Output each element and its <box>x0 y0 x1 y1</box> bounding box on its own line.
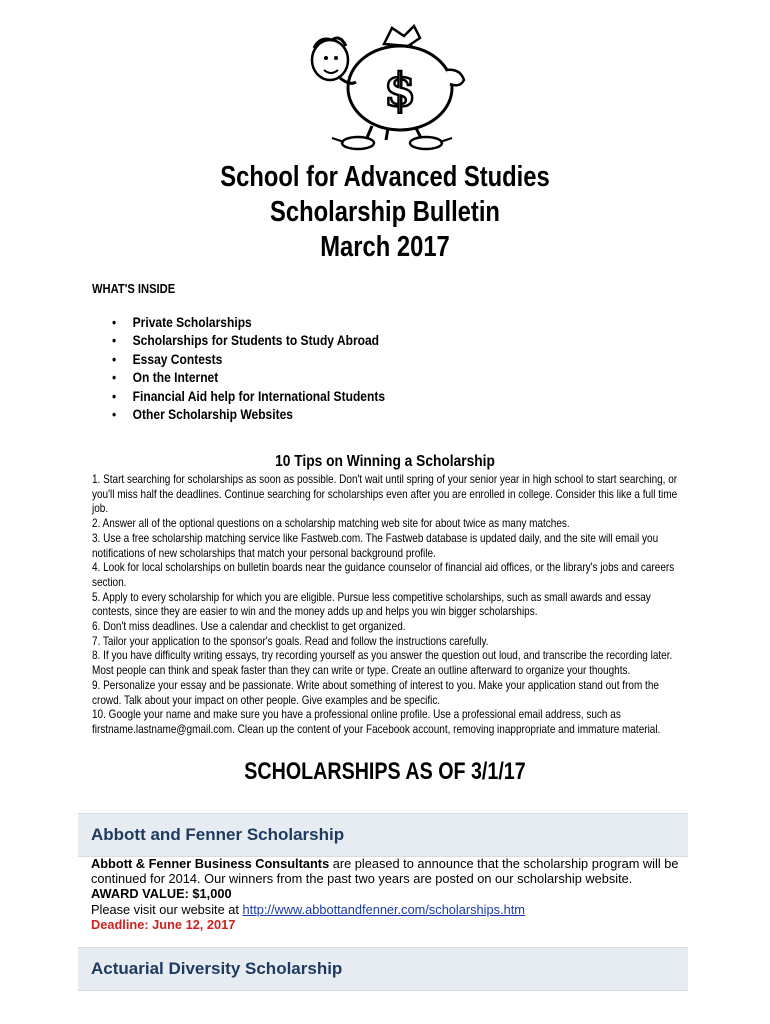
tips-list <box>92 473 682 738</box>
whats-inside-list <box>112 313 430 423</box>
bullet-icon: • <box>112 387 117 404</box>
tip-item: 3. Use a free scholarship matching service like Fastweb.com. The Fastweb database is updated daily, and the site will email you notifications of new scholarships that match your personal background profile. <box>92 531 659 560</box>
tip-item: 9. Personalize your essay and be passionate. Write about something of interest to you. Make your application stand out from the crowd. Talk about your impact on other people. Give examples and be specific. <box>92 678 659 707</box>
scholarship-entry <box>91 856 691 932</box>
title-line-1: School for Advanced Studies <box>220 161 550 193</box>
svg-text:$: $ <box>383 63 417 117</box>
sponsor-name: Abbott & Fenner Business Consultants <box>91 856 330 871</box>
scholarships-heading: SCHOLARSHIPS AS OF 3/1/17 <box>244 758 526 785</box>
award-value: AWARD VALUE: $1,000 <box>91 886 232 902</box>
whats-inside-heading: WHAT'S INSIDE <box>92 281 176 296</box>
tip-item: 8. If you have difficulty writing essays, try recording yourself as you answer the question out loud, and transcribe the recording later. Most people can think and speak faster than they can write or type. Create an outline afterward to organize your thoughts. <box>92 649 673 678</box>
list-item: • Scholarships for Students to Study Abroad <box>112 332 380 349</box>
tip-item: 6. Don't miss deadlines. Use a calendar and checklist to get organized. <box>92 620 406 634</box>
title-line-3: March 2017 <box>320 231 450 263</box>
list-item: • On the Internet <box>112 369 219 386</box>
tip-item: 4. Look for local scholarships on bulletin boards near the guidance counselor of financial aid offices, or the library's jobs and careers section. <box>92 561 675 589</box>
tips-heading: 10 Tips on Winning a Scholarship <box>275 453 495 470</box>
list-item: • Financial Aid help for International Students <box>112 387 386 404</box>
scholarship-title: Actuarial Diversity Scholarship <box>91 959 343 978</box>
bullet-icon: • <box>112 332 117 349</box>
scholarship-link[interactable]: http://www.abbottandfenner.com/scholarships.htm <box>242 901 525 917</box>
bulletin-title <box>69 160 700 265</box>
deadline: Deadline: June 12, 2017 <box>91 916 236 932</box>
tip-item: 10. Google your name and make sure you have a professional online profile. Use a professional email address, such as firstname.lastname@gmail.com. Clean up the content of your Facebook account, removing inappropriate and immature material. <box>92 708 661 736</box>
scholarship-description: Abbott & Fenner Business Consultants are pleased to announce that the scholarship program will be continued for 2014. Our winners from the past two years are posted on our scholarship website. <box>91 856 679 887</box>
tip-item: 7. Tailor your application to the sponsor's goals. Read and follow the instructions carefully. <box>92 634 489 648</box>
tip-item: 5. Apply to every scholarship for which you are eligible. Pursue less competitive scholarships, such as small awards and essay contests, since they are easier to win and the money adds up and helps you win bigger scholarships. <box>92 590 651 619</box>
bullet-icon: • <box>112 350 117 367</box>
list-item: • Other Scholarship Websites <box>112 406 294 423</box>
tip-item: 2. Answer all of the optional questions on a scholarship matching web site for about twice as many matches. <box>92 517 570 531</box>
scholarship-title: Abbott and Fenner Scholarship <box>91 825 345 844</box>
list-item: • Essay Contests <box>112 350 223 367</box>
scholarship-title-band <box>78 813 688 857</box>
tip-item: 1. Start searching for scholarships as soon as possible. Don't wait until spring of your senior year in high school to start searching, or you'll miss half the deadlines. Continue searching for scholarships even after you are enrolled in college. Consider this like a full time job. <box>92 473 678 516</box>
bullet-icon: • <box>112 314 117 330</box>
scholarship-title-band <box>78 947 688 991</box>
bullet-icon: • <box>112 406 117 423</box>
website-line: Please visit our website at http://www.abbottandfenner.com/scholarships.htm <box>91 901 525 917</box>
title-line-2: Scholarship Bulletin <box>270 196 500 228</box>
bullet-icon: • <box>112 369 117 386</box>
money-bag-man-icon <box>296 22 480 152</box>
list-item: • Private Scholarships <box>112 314 252 330</box>
